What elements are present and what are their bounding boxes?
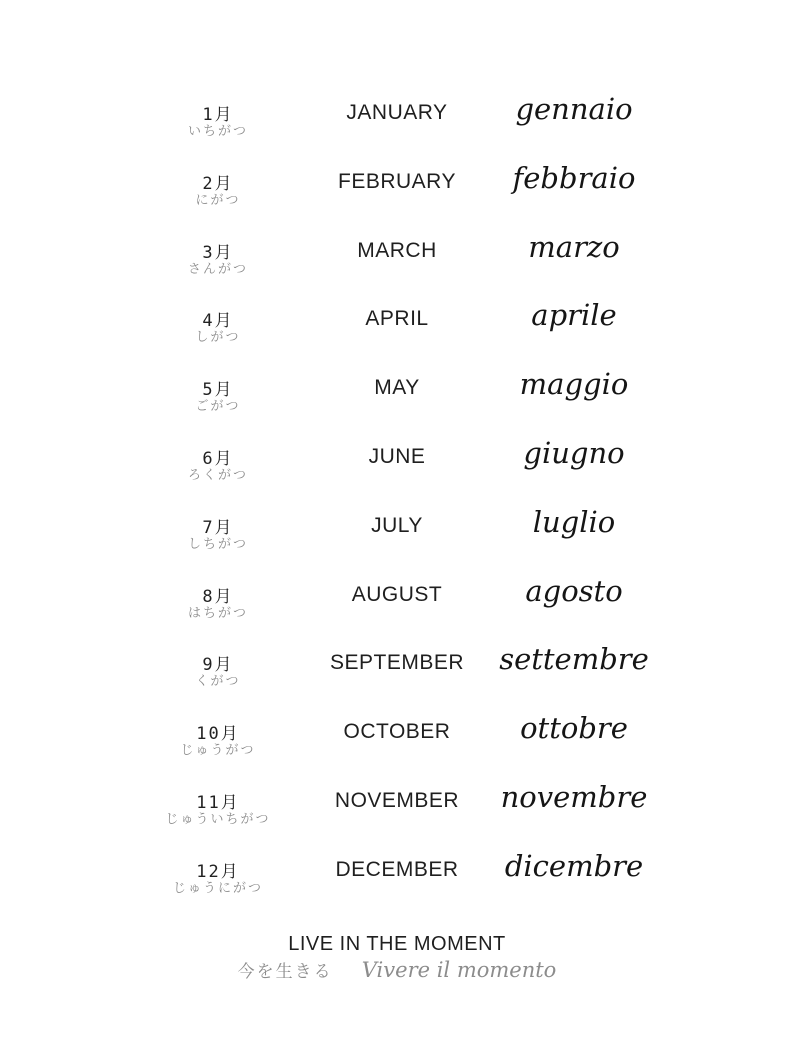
english-month-name: JUNE (368, 444, 426, 468)
japanese-month-kanji: 2月 (202, 173, 234, 194)
month-row-december (0, 841, 794, 910)
month-row-april (0, 290, 794, 359)
japanese-month-kanji: 9月 (202, 655, 234, 676)
italian-month-name: gennaio (515, 92, 633, 126)
footer-subtitle (238, 957, 557, 982)
japanese-month-kanji: 11月 (196, 792, 240, 813)
italian-month-name: febbraio (512, 160, 636, 195)
japanese-month-reading: じゅうにがつ (172, 880, 264, 896)
japanese-month-kanji: 5月 (202, 380, 234, 401)
month-row-august (0, 566, 794, 635)
english-month-name: FEBRUARY (338, 169, 456, 193)
month-row-may (0, 359, 794, 428)
english-month-name: NOVEMBER (334, 788, 460, 812)
month-row-january (0, 84, 794, 153)
month-row-september (0, 634, 794, 703)
japanese-month-reading: ごがつ (195, 399, 241, 415)
japanese-month-kanji: 8月 (202, 586, 234, 607)
month-list (0, 84, 794, 910)
japanese-month-reading: ろくがつ (187, 467, 249, 483)
italian-month-name: luglio (532, 504, 616, 539)
japanese-month-kanji: 10月 (196, 724, 240, 745)
italian-month-name: agosto (525, 573, 623, 608)
english-month-name: MARCH (357, 238, 437, 262)
italian-month-name: giugno (523, 435, 625, 470)
japanese-month-kanji: 1月 (202, 105, 234, 125)
month-row-july (0, 497, 794, 566)
english-month-name: JANUARY (346, 101, 448, 124)
month-row-october (0, 703, 794, 772)
italian-month-name: aprile (531, 298, 617, 333)
japanese-month-reading: じゅういちがつ (165, 811, 271, 827)
italian-month-name: maggio (519, 367, 629, 402)
english-month-name: SEPTEMBER (329, 651, 465, 675)
footer-title: LIVE IN THE MOMENT (288, 933, 506, 955)
english-month-name: OCTOBER (343, 720, 451, 744)
japanese-month-reading: いちがつ (187, 124, 249, 139)
footer-japanese-phrase: 今を生きる (237, 962, 333, 982)
month-row-february (0, 153, 794, 222)
month-row-march (0, 222, 794, 291)
japanese-month-reading: にがつ (195, 192, 241, 208)
english-month-name: JULY (371, 513, 423, 537)
english-month-name: DECEMBER (335, 857, 459, 881)
month-row-november (0, 772, 794, 841)
japanese-month-reading: さんがつ (187, 261, 249, 277)
footer-italian-phrase: Vivere il momento (361, 958, 557, 982)
japanese-month-reading: しがつ (195, 330, 241, 346)
japanese-month-reading: じゅうがつ (180, 743, 256, 759)
italian-month-name: marzo (528, 229, 620, 264)
japanese-month-reading: くがつ (195, 674, 241, 690)
japanese-month-reading: しちがつ (187, 536, 249, 552)
japanese-month-kanji: 6月 (202, 448, 234, 469)
japanese-month-kanji: 4月 (202, 311, 234, 332)
english-month-name: AUGUST (351, 582, 443, 606)
english-month-name: APRIL (365, 307, 429, 331)
italian-month-name: dicembre (504, 848, 644, 883)
english-month-name: MAY (374, 376, 420, 400)
italian-month-name: ottobre (520, 711, 628, 746)
japanese-month-kanji: 3月 (202, 242, 234, 263)
italian-month-name: settembre (499, 642, 649, 677)
month-row-june (0, 428, 794, 497)
japanese-month-kanji: 7月 (202, 517, 234, 538)
japanese-month-reading: はちがつ (187, 605, 249, 621)
japanese-month-kanji: 12月 (196, 861, 240, 882)
italian-month-name: novembre (500, 779, 648, 814)
